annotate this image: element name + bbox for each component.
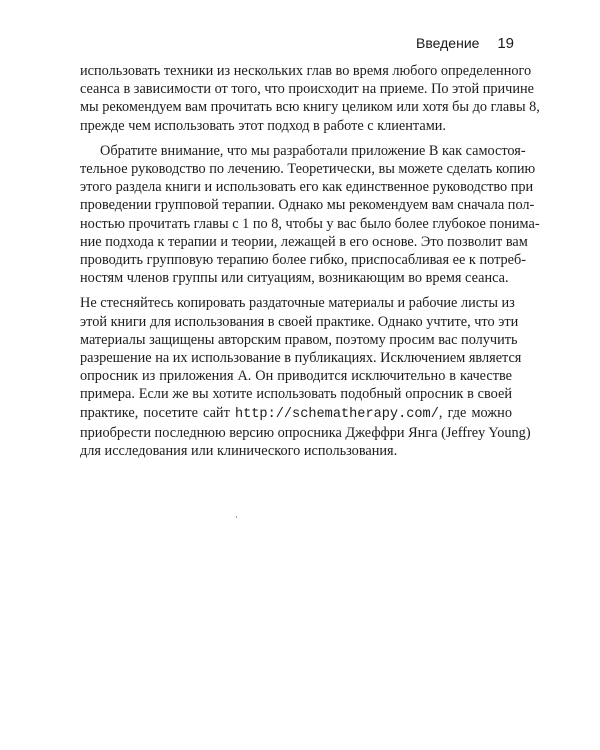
text-line: этого раздела книги и использовать его как единственное руководство при (80, 179, 534, 196)
body-text (80, 62, 540, 467)
text-line: для исследования или клинического использования. (80, 443, 398, 460)
paragraph-3 (80, 294, 531, 460)
text-line: этой книги для использования в своей практике. Однако учтите, что эти (80, 313, 519, 330)
schematherapy-url: http://schematherapy.com/ (234, 406, 439, 422)
text-line: ностям членов группы или ситуациям, возникающим во время сеанса. (80, 270, 509, 287)
text-line: прежде чем использовать этот подход в работе с клиентами. (80, 117, 446, 134)
text-line: проведении групповой терапии. Однако мы рекомендуем вам сначала пол- (80, 197, 535, 214)
paragraph-1 (80, 62, 540, 135)
print-speck (236, 516, 237, 518)
text-line-with-url (80, 404, 512, 424)
text-line: тельное руководство по лечению. Теоретически, вы можете сделать копию (80, 161, 536, 178)
paragraph-2 (80, 142, 540, 288)
text-line: опросник из приложения А. Он приводится исключительно в качестве (80, 368, 512, 385)
text-line: примера. Если же вы хотите использовать подобный опросник в своей (80, 386, 512, 403)
text-line: разрешение на их использование в публикациях. Исключением является (80, 350, 522, 367)
text-line: сеанса в зависимости от того, что происходит на приеме. По этой причине (80, 81, 534, 98)
text-line: Обратите внимание, что мы разработали приложение В как самостоя- (100, 142, 526, 159)
text-line: ностью прочитать главы с 1 по 8, чтобы у вас было более глубокое понима- (80, 215, 540, 232)
text-line: Не стесняйтесь копировать раздаточные материалы и рабочие листы из (80, 295, 515, 312)
text-line: приобрести последнюю версию опросника Джеффри Янга (Jeffrey Young) (80, 424, 531, 441)
text-line: использовать техники из нескольких глав во время любого определенного (80, 63, 532, 79)
page-number: 19 (497, 35, 514, 52)
text-line: проводить групповую терапию более гибко, приспосабливая ее к потреб- (80, 252, 527, 269)
section-title: Введение (416, 35, 480, 51)
running-header (416, 35, 514, 52)
url-line-after: , где можно (438, 404, 512, 421)
url-line-before: практике, посетите сайт (80, 404, 235, 421)
text-line: мы рекомендуем вам прочитать всю книгу целиком или хотя бы до главы 8, (80, 99, 540, 116)
text-line: материалы защищены авторским правом, поэтому просим вас получить (80, 331, 518, 348)
text-line: ние подхода к терапии и теории, лежащей в его основе. Это позволит вам (80, 233, 528, 250)
